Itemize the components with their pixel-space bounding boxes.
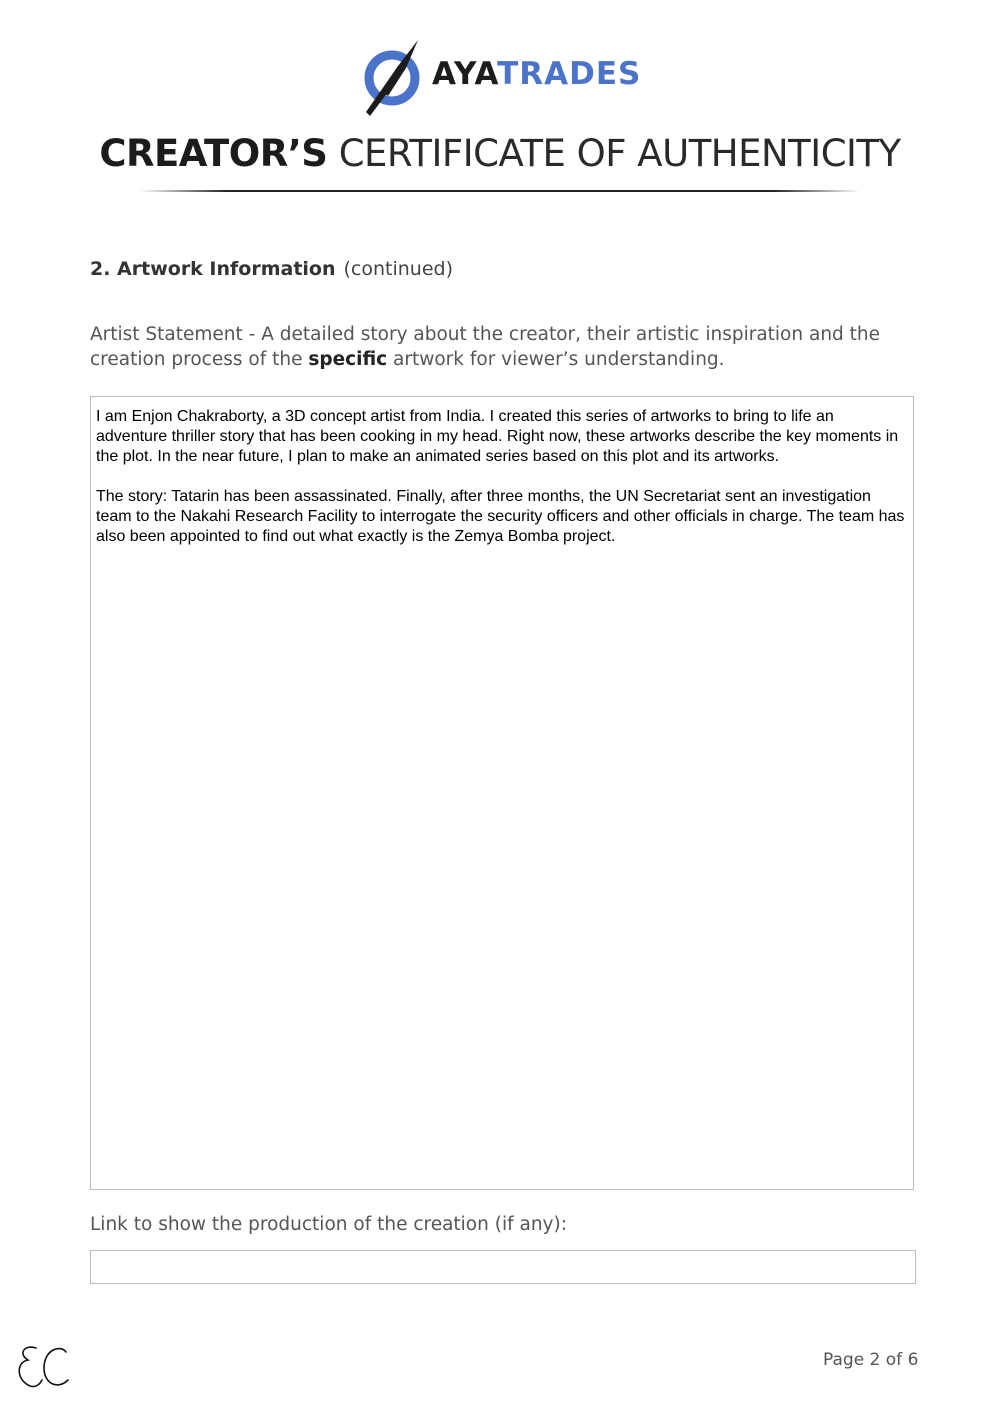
brand-logo [362, 38, 642, 118]
brand-wordmark-trades: TRADES [497, 56, 642, 92]
signature-initials [14, 1340, 74, 1394]
title-divider [140, 190, 860, 192]
artist-statement-field[interactable] [90, 396, 914, 1190]
section-title: 2. Artwork Information [90, 258, 336, 280]
section-continued: (continued) [343, 258, 454, 280]
artist-statement-label-bold: specific [308, 349, 388, 370]
artist-statement-label-pre: Artist Statement - A detailed story about the creator, their artistic inspiration and the creation process of the [90, 324, 881, 370]
artist-statement-label-post: artwork for viewer’s understanding. [387, 349, 725, 370]
section-heading [90, 258, 453, 280]
artist-statement-paragraph-1: I am Enjon Chakraborty, a 3D concept artist from India. I created this series of artworks to bring to life an adventure thriller story that has been cooking in my head. Right now, these artworks describe the key moments in the plot. In the near future, I plan to make an animated series based on this plot and its artworks. [96, 408, 899, 465]
certificate-title-bold: CREATOR’S [99, 132, 328, 175]
handwritten-signature-icon [14, 1340, 74, 1394]
artist-statement-label [90, 322, 910, 372]
ayatrades-logo-icon [362, 38, 424, 118]
certificate-title [0, 132, 1000, 175]
certificate-title-light: CERTIFICATE OF AUTHENTICITY [338, 132, 901, 175]
brand-wordmark-aya: AYA [432, 56, 498, 92]
production-link-label: Link to show the production of the creation (if any): [90, 1214, 567, 1235]
artist-statement-paragraph-2: The story: Tatarin has been assassinated. Finally, after three months, the UN Secretariat sent an investigation team to the Nakahi Research Facility to interrogate the security officers and other officials in charge. The team has also been appointed to find out what exactly is the Zemya Bomba project. [96, 488, 905, 545]
page-number: Page 2 of 6 [823, 1350, 919, 1370]
production-link-field[interactable] [90, 1250, 916, 1284]
brand-wordmark [432, 56, 641, 92]
